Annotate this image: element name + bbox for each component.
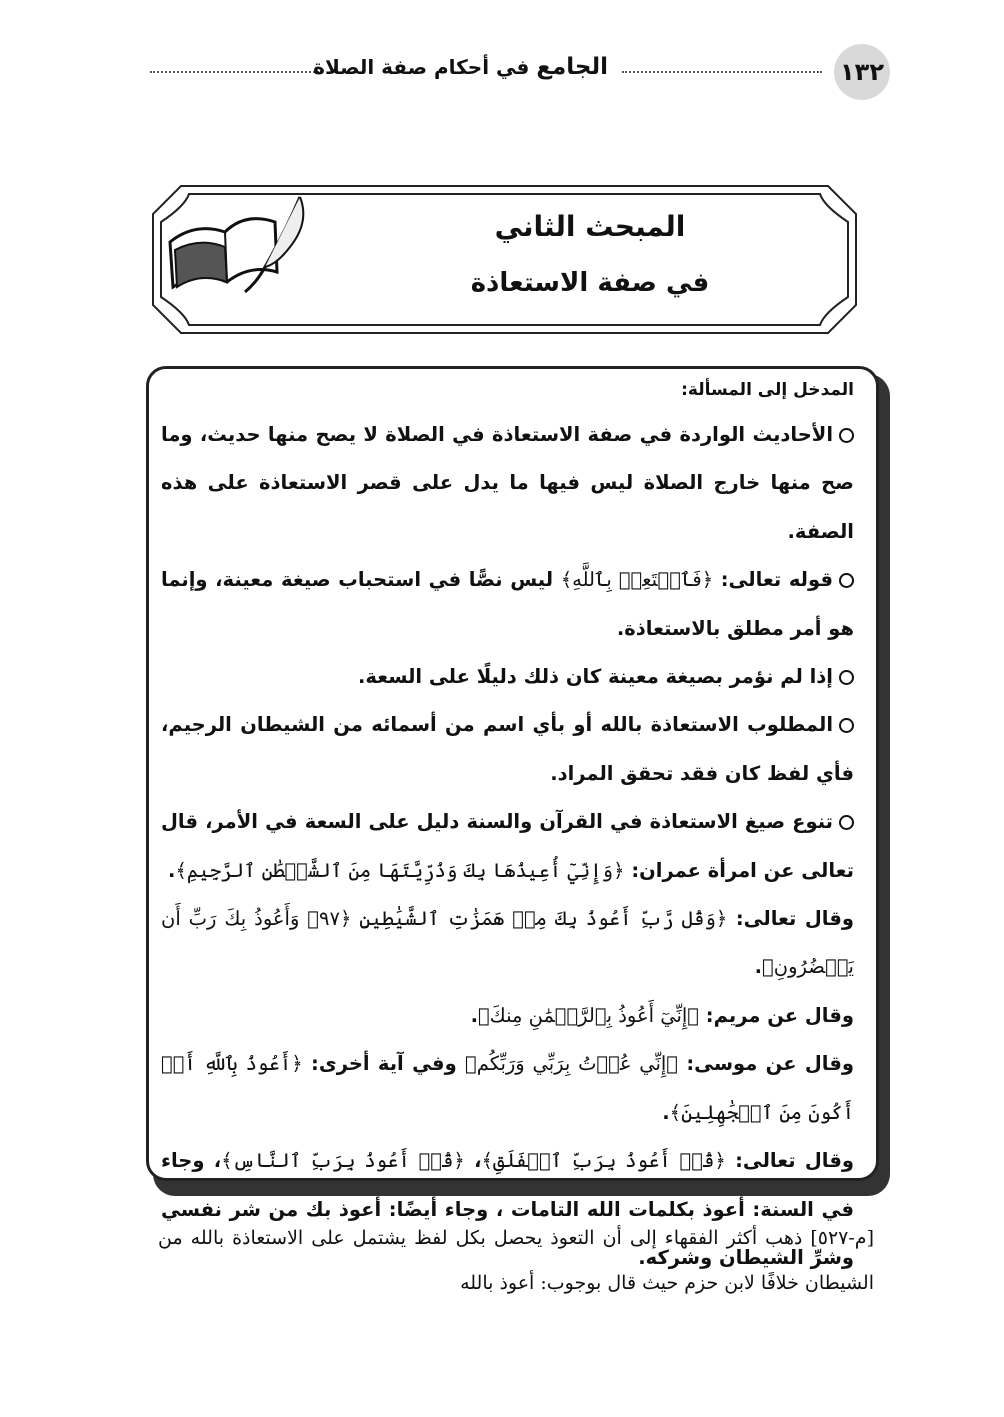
circle-bullet-icon	[839, 815, 854, 830]
quran-verse: ﴿أَعُوذُ بِٱللَّهِ أَنۡ أَكُونَ مِنَ ٱلۡجَٰهِلِينَ﴾	[161, 1052, 854, 1124]
section-title: المبحث الثاني	[494, 210, 686, 243]
summary-item: تنوع صيغ الاستعاذة في القرآن والسنة دليل على السعة في الأمر، قال تعالى عن امرأة عمران: ﴿وَإِنِّيٓ أُعِيذُهَا بِكَ وَذُرِّيَّتَهَا مِنَ ٱلشَّيۡطَٰنِ ٱلرَّجِيمِ﴾.	[161, 810, 854, 882]
quran-verse: ﴿قُلۡ أَعُوذُ بِرَبِّ ٱلنَّاسِ﴾	[221, 1149, 465, 1173]
summary-item: قوله تعالى: ﴿فَٱسۡتَعِذۡ بِٱللَّهِ﴾ ليس نصًّا في استحباب صيغة معينة، وإنما هو أمر مطلق بالاستعاذة.	[161, 568, 854, 640]
header-dots-right	[622, 71, 822, 73]
body-paragraph: [م-٥٢٧] ذهب أكثر الفقهاء إلى أن التعوذ يحصل بكل لفظ يشتمل على الاستعاذة بالله من الشيطان خلافًا لابن حزم حيث قال بوجوب: أعوذ بالله	[158, 1227, 874, 1294]
header-dots-left	[150, 71, 322, 73]
book-and-quill-icon	[165, 192, 315, 302]
book-title-rest: في أحكام صفة الصلاة	[313, 55, 530, 79]
quran-verse: ﴿وَقُل رَّبِّ أَعُوذُ بِكَ مِنۡ هَمَزَٰتِ ٱلشَّيَٰطِينِ ﴿٩٧﴾ وَأَعُوذُ بِكَ رَبِّ أَن يَحۡضُرُونِ﴾	[161, 907, 854, 979]
quran-verse: ﴿إِنِّيٓ أَعُوذُ بِٱلرَّحۡمَٰنِ مِنكَ﴾	[477, 1003, 700, 1027]
circle-bullet-icon	[839, 718, 854, 733]
circle-bullet-icon	[839, 573, 854, 588]
page-number: ١٣٢	[834, 44, 890, 100]
circle-bullet-icon	[839, 428, 854, 443]
summary-item: المطلوب الاستعاذة بالله أو بأي اسم من أسمائه من الشيطان الرجيم، فأي لفظ كان فقد تحقق المراد.	[161, 713, 854, 785]
circle-bullet-icon	[839, 670, 854, 685]
summary-line: وقال عن موسى: ﴿إِنِّي عُذۡتُ بِرَبِّي وَرَبِّكُم﴾ وفي آية أخرى: ﴿أَعُوذُ بِٱللَّهِ أَنۡ أَكُونَ مِنَ ٱلۡجَٰهِلِينَ﴾.	[161, 1052, 854, 1124]
summary-line: وقال تعالى: ﴿وَقُل رَّبِّ أَعُوذُ بِكَ مِنۡ هَمَزَٰتِ ٱلشَّيَٰطِينِ ﴿٩٧﴾ وَأَعُوذُ بِكَ رَبِّ أَن يَحۡضُرُونِ﴾.	[161, 907, 854, 979]
book-title-main: الجامع	[536, 54, 608, 80]
quran-verse: ﴿وَإِنِّيٓ أُعِيذُهَا بِكَ وَذُرِّيَّتَهَا مِنَ ٱلشَّيۡطَٰنِ ٱلرَّجِيمِ﴾	[175, 858, 625, 882]
summary-line: وقال عن مريم: ﴿إِنِّيٓ أَعُوذُ بِٱلرَّحۡمَٰنِ مِنكَ﴾.	[470, 1003, 854, 1027]
quran-verse: ﴿إِنِّي عُذۡتُ بِرَبِّي وَرَبِّكُم﴾	[465, 1052, 678, 1076]
section-subtitle: في صفة الاستعاذة	[470, 268, 710, 298]
summary-item: الأحاديث الواردة في صفة الاستعاذة في الصلاة لا يصح منها حديث، وما صح منها خارج الصلاة ليس فيها ما يدل على قصر الاستعاذة على هذه الصفة.	[161, 423, 854, 543]
quran-verse: ﴿فَٱسۡتَعِذۡ بِٱللَّهِ﴾	[560, 568, 714, 592]
summary-item: إذا لم نؤمر بصيغة معينة كان ذلك دليلًا على السعة.	[161, 653, 854, 701]
summary-line: وقال تعالى: ﴿قُلۡ أَعُوذُ بِرَبِّ ٱلۡفَلَقِ﴾، ﴿قُلۡ أَعُوذُ بِرَبِّ ٱلنَّاسِ﴾، وجاء في السنة: أعوذ بكلمات الله التامات ، وجاء أيضًا: أعوذ بك من شر نفسي وشرِّ الشيطان وشركه.	[161, 1149, 854, 1269]
book-title	[313, 54, 608, 80]
summary-heading: المدخل إلى المسألة:	[681, 380, 854, 400]
quran-verse: ﴿قُلۡ أَعُوذُ بِرَبِّ ٱلۡفَلَقِ﴾	[481, 1149, 726, 1173]
